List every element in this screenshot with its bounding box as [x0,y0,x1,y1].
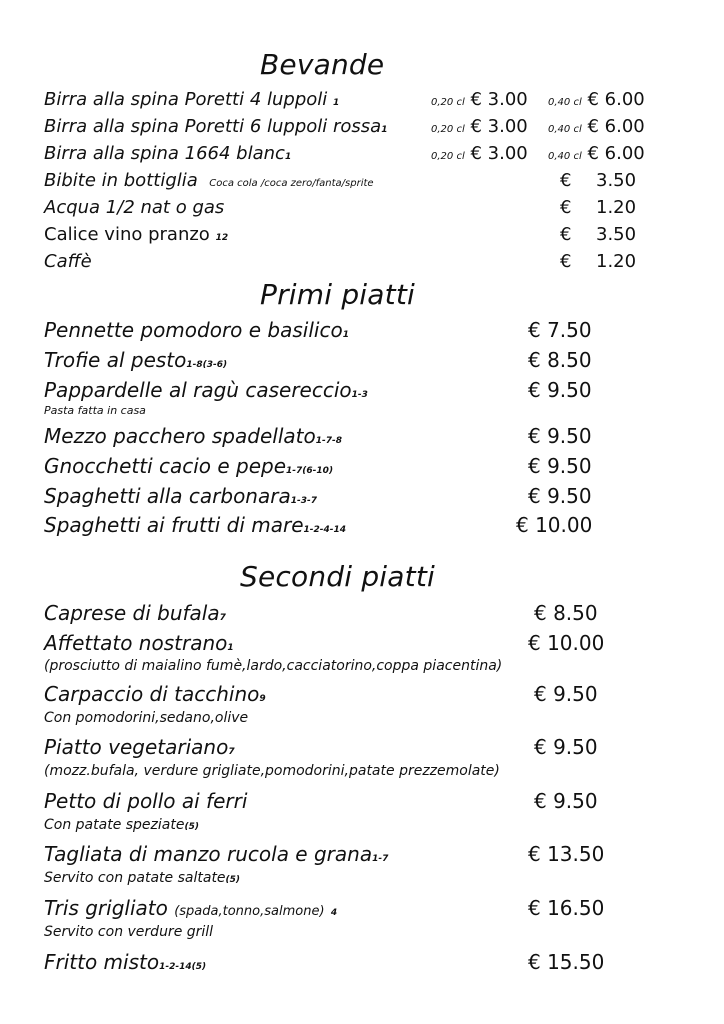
price: € 9.50 [534,789,598,813]
price: € 9.50 [528,484,592,508]
allergens: 4 [330,908,338,918]
note-text: Con patate speziate [44,817,185,833]
menu-item [44,484,317,508]
price: € 15.50 [528,950,605,974]
allergens: 9 [259,694,266,704]
price: € 10.00 [528,631,605,655]
item-name: Carpaccio di tacchino [44,682,260,706]
item-note [44,817,199,833]
item-name: Trofie al pesto [44,348,187,372]
price-large [548,116,645,137]
price: € 16.50 [528,896,605,920]
menu-item [44,224,228,245]
allergens: 1-7(6-10) [286,466,334,476]
menu-item [44,601,226,625]
allergens: 1-2-14(5) [159,962,207,972]
allergens: 1-2-4-14 [303,525,347,535]
menu-item [44,170,374,191]
allergens: 1-7-8 [315,436,342,446]
menu-item [44,950,206,974]
item-name: Bibite in bottiglia [44,170,198,191]
item-note: Pasta fatta in casa [44,404,146,417]
item-detail: Coca cola /coca zero/fanta/sprite [209,178,374,189]
size-small: 0,20 cl [431,151,465,162]
allergens: 1 [284,152,292,162]
section-title-primi: Primi piatti [260,278,415,311]
menu-item [44,378,368,402]
menu-item [44,735,235,759]
allergens: 1-8(3-6) [186,360,228,370]
price: € 8.50 [534,601,598,625]
item-name: Pennette pomodoro e basilico [44,318,343,342]
item-name: Calice vino pranzo [44,224,210,245]
currency: € [560,224,572,245]
price: € 13.50 [528,842,605,866]
item-name: Pappardelle al ragù casereccio [44,378,352,402]
price: € 9.50 [528,454,592,478]
menu-item [44,89,339,110]
menu-item [44,789,247,813]
menu-item [44,348,227,372]
allergens: 1-7 [372,854,389,864]
item-note: Con pomodorini,sedano,olive [44,710,249,726]
item-note: (prosciutto di maialino fumè,lardo,cacciatorino,coppa piacentina) [44,658,503,674]
item-name: Birra alla spina 1664 blanc [44,143,285,164]
price-small [431,89,528,110]
price-large [548,89,645,110]
item-name: Acqua 1/2 nat o gas [44,197,225,218]
price-large-value: € 6.00 [587,89,645,110]
item-name: Caprese di bufala [44,601,220,625]
price-large [548,143,645,164]
price-small-value: € 3.00 [470,89,528,110]
item-name: Gnocchetti cacio e pepe [44,454,287,478]
menu-item [44,424,342,448]
menu-item [44,513,346,537]
price: € 10.00 [516,513,593,537]
allergens: 1 [227,643,234,653]
allergens: 1-3 [351,390,368,400]
item-name: Spaghetti ai frutti di mare [44,513,304,537]
menu-item [44,251,92,272]
menu-item [44,318,349,342]
section-title-secondi: Secondi piatti [240,560,435,593]
menu-item [44,631,234,655]
size-large: 0,40 cl [548,97,582,108]
currency: € [560,251,572,272]
allergens: 1-3-7 [290,496,317,506]
price: 3.50 [596,224,637,245]
price: 3.50 [596,170,637,191]
item-name: Tris grigliato [44,896,168,920]
allergens: 1 [381,125,388,135]
price-large-value: € 6.00 [587,116,645,137]
item-name: Tagliata di manzo rucola e grana [44,842,373,866]
item-name: Petto di pollo ai ferri [44,789,248,813]
menu-item [44,116,387,137]
size-small: 0,20 cl [431,124,465,135]
item-note: (mozz.bufala, verdure grigliate,pomodorini,patate prezzemolate) [44,763,500,779]
price-large-value: € 6.00 [587,143,645,164]
price-small-value: € 3.00 [470,116,528,137]
price: € 8.50 [528,348,592,372]
item-name: Affettato nostrano [44,631,228,655]
allergens: 1 [342,330,349,340]
price: € 9.50 [534,735,598,759]
price: € 7.50 [528,318,592,342]
section-title-bevande: Bevande [260,48,385,81]
menu-item [44,842,388,866]
price: € 9.50 [534,682,598,706]
price: € 9.50 [528,378,592,402]
item-name: Caffè [44,251,92,272]
menu-item [44,454,333,478]
price: 1.20 [596,251,637,272]
item-name: Birra alla spina Poretti 4 luppoli [44,89,328,110]
item-name: Piatto vegetariano [44,735,229,759]
item-name: Fritto misto [44,950,160,974]
size-large: 0,40 cl [548,151,582,162]
currency: € [560,197,572,218]
item-note: Servito con verdure grill [44,924,214,940]
menu-item [44,143,291,164]
note-allergens: (5) [225,875,241,885]
price-small [431,116,528,137]
currency: € [560,170,572,191]
item-name: Mezzo pacchero spadellato [44,424,316,448]
note-text: Servito con patate saltate [44,870,226,886]
item-detail: (spada,tonno,salmone) [174,904,325,919]
item-name: Birra alla spina Poretti 6 luppoli rossa [44,116,382,137]
size-large: 0,40 cl [548,124,582,135]
allergens: 7 [219,613,226,623]
menu-item [44,682,266,706]
allergens: 1 [333,98,340,108]
menu-item [44,197,224,218]
price-small-value: € 3.00 [470,143,528,164]
note-allergens: (5) [184,822,199,832]
size-small: 0,20 cl [431,97,465,108]
allergens: 12 [215,233,229,243]
price-small [431,143,528,164]
menu-item [44,896,337,920]
item-note [44,870,240,886]
price: € 9.50 [528,424,592,448]
price: 1.20 [596,197,637,218]
allergens: 7 [228,747,235,757]
item-name: Spaghetti alla carbonara [44,484,291,508]
